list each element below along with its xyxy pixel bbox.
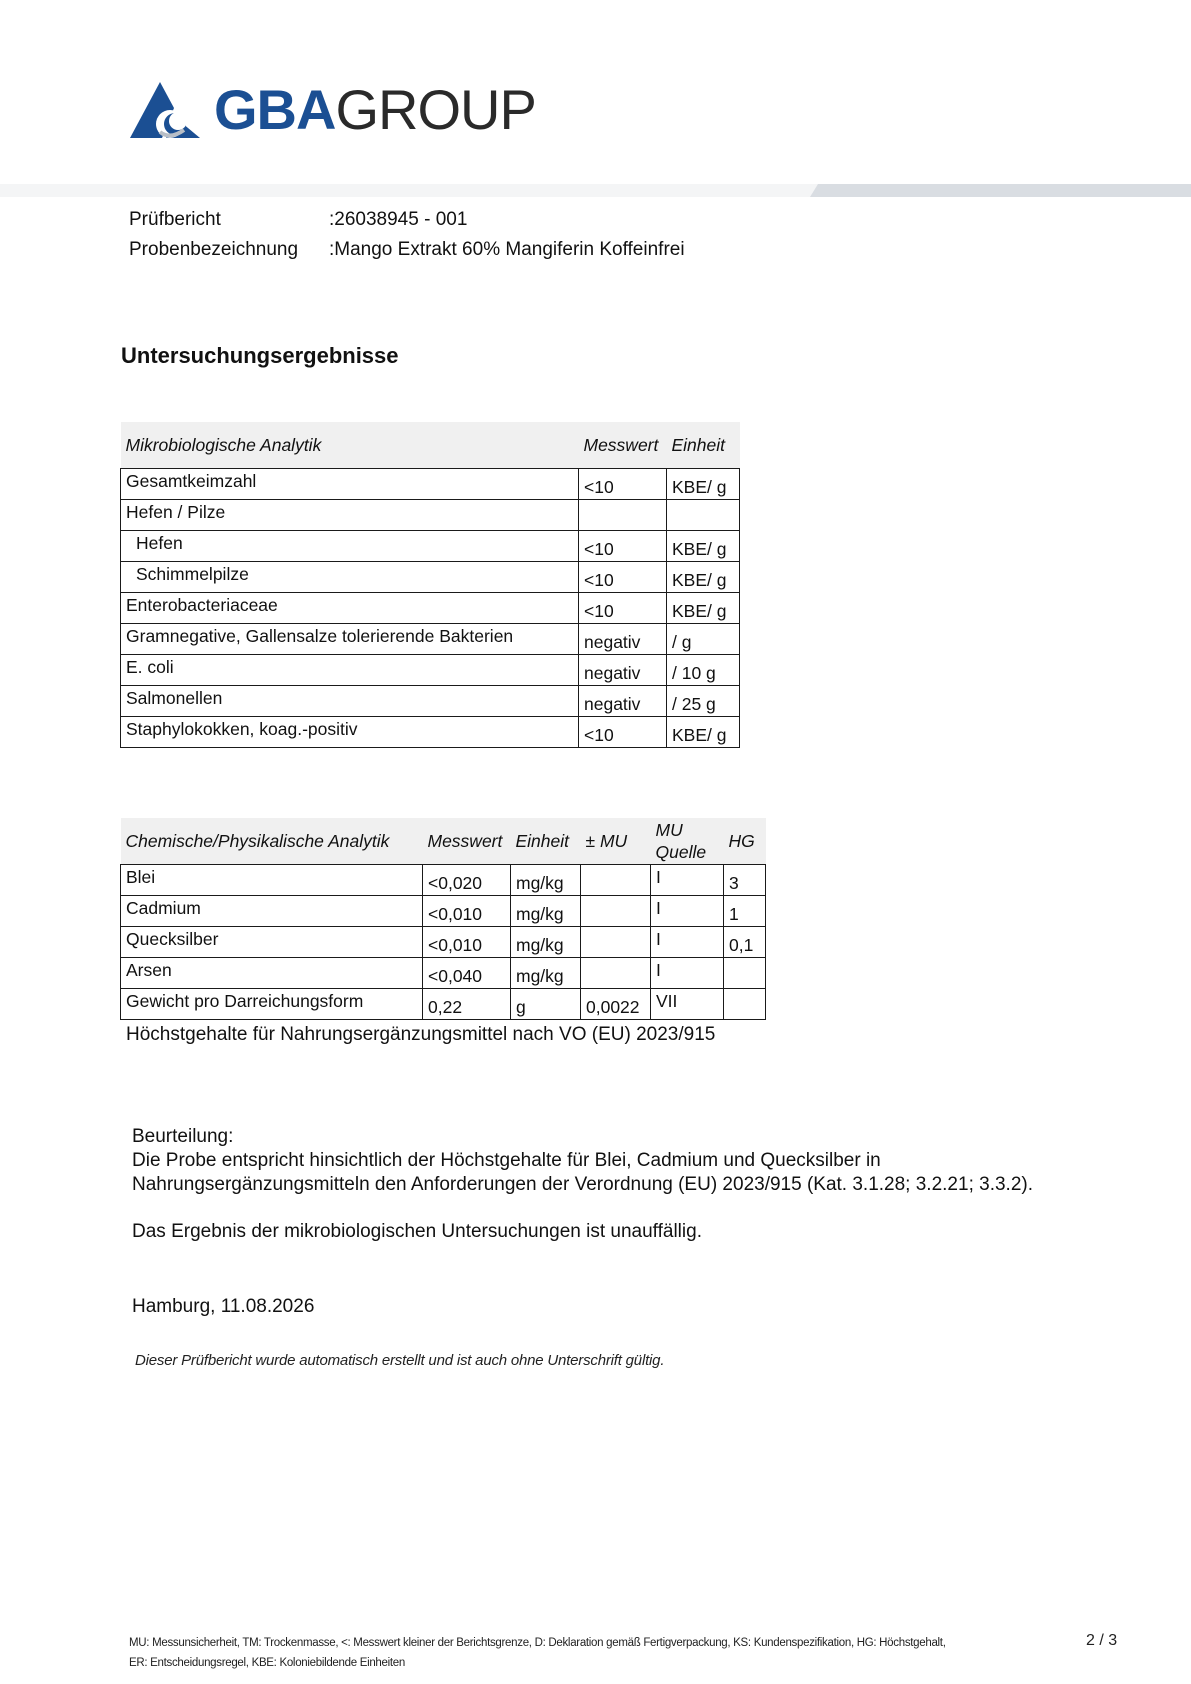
table-row <box>121 686 740 717</box>
analyte-unit: KBE/ g <box>667 562 740 593</box>
analyte-value: <0,020 <box>423 865 511 896</box>
analyte-value: <10 <box>579 531 667 562</box>
report-number: :26038945 - 001 <box>329 209 468 230</box>
analyte-unit: mg/kg <box>511 958 581 989</box>
analyte-name: Blei <box>121 865 423 896</box>
table-row <box>121 896 766 927</box>
table-header-row <box>121 422 740 469</box>
col-header-hg: HG <box>724 818 766 865</box>
analyte-mu-source: I <box>651 896 724 927</box>
sample-name: :Mango Extrakt 60% Mangiferin Koffeinfrei <box>329 239 685 260</box>
analyte-mu-source: I <box>651 865 724 896</box>
analyte-name: Salmonellen <box>121 686 579 717</box>
analyte-value: <0,010 <box>423 896 511 927</box>
col-header-analysis: Mikrobiologische Analytik <box>121 422 579 469</box>
analyte-value: <0,040 <box>423 958 511 989</box>
analyte-hg <box>724 989 766 1020</box>
analyte-name: Gesamtkeimzahl <box>121 469 579 500</box>
analyte-unit: KBE/ g <box>667 717 740 748</box>
analyte-unit: KBE/ g <box>667 531 740 562</box>
logo-wordmark <box>214 78 536 141</box>
table-row <box>121 500 740 531</box>
col-header-value: Messwert <box>579 422 667 469</box>
analyte-hg <box>724 958 766 989</box>
abbreviations-legend <box>129 1633 946 1673</box>
analyte-unit: / 25 g <box>667 686 740 717</box>
assessment-text-line-3: Das Ergebnis der mikrobiologischen Untersuchungen ist unauffällig. <box>132 1221 702 1242</box>
assessment-text-line-2: Nahrungsergänzungsmitteln den Anforderungen der Verordnung (EU) 2023/915 (Kat. 3.1.28; 3.2.21; 3.3.2). <box>132 1174 1033 1195</box>
section-title: Untersuchungsergebnisse <box>121 343 399 368</box>
analyte-name: E. coli <box>121 655 579 686</box>
analyte-mu <box>581 927 651 958</box>
col-header-unit: Einheit <box>511 818 581 865</box>
analyte-hg: 3 <box>724 865 766 896</box>
assessment-title: Beurteilung: <box>132 1126 234 1147</box>
analyte-mu <box>581 896 651 927</box>
logo-brand-bold: GBA <box>214 78 336 141</box>
analyte-name: Enterobacteriaceae <box>121 593 579 624</box>
analyte-value: negativ <box>579 655 667 686</box>
col-header-mu-source: MU Quelle <box>651 818 724 865</box>
analyte-name: Gramnegative, Gallensalze tolerierende Bakterien <box>121 624 579 655</box>
analyte-value: <10 <box>579 717 667 748</box>
col-header-analysis: Chemische/Physikalische Analytik <box>121 818 423 865</box>
analyte-name: Staphylokokken, koag.-positiv <box>121 717 579 748</box>
analyte-unit: KBE/ g <box>667 593 740 624</box>
analyte-value <box>579 500 667 531</box>
analyte-value: negativ <box>579 686 667 717</box>
table-row <box>121 469 740 500</box>
gba-group-logo <box>130 78 536 142</box>
analyte-name: Cadmium <box>121 896 423 927</box>
analyte-value: <10 <box>579 562 667 593</box>
table-row <box>121 655 740 686</box>
analyte-value: negativ <box>579 624 667 655</box>
analyte-unit: KBE/ g <box>667 469 740 500</box>
header-band <box>0 184 1191 197</box>
analyte-mu-source: VII <box>651 989 724 1020</box>
micro-results-table <box>120 422 740 748</box>
table-row <box>121 562 740 593</box>
analyte-unit: g <box>511 989 581 1020</box>
analyte-unit: mg/kg <box>511 896 581 927</box>
analyte-value: <10 <box>579 593 667 624</box>
table-row <box>121 927 766 958</box>
analyte-mu <box>581 865 651 896</box>
analyte-name: Schimmelpilze <box>121 562 579 593</box>
report-label: Prüfbericht <box>129 209 221 230</box>
analyte-unit <box>667 500 740 531</box>
analyte-hg: 1 <box>724 896 766 927</box>
col-header-unit: Einheit <box>667 422 740 469</box>
analyte-value: <10 <box>579 469 667 500</box>
table-row <box>121 865 766 896</box>
logo-brand-light: GROUP <box>335 78 536 141</box>
analyte-name: Hefen / Pilze <box>121 500 579 531</box>
analyte-unit: mg/kg <box>511 865 581 896</box>
page-number: 2 / 3 <box>1086 1632 1118 1649</box>
auto-generated-note: Dieser Prüfbericht wurde automatisch erstellt und ist auch ohne Unterschrift gültig. <box>135 1352 665 1369</box>
analyte-mu-source: I <box>651 927 724 958</box>
legend-line-1: MU: Messunsicherheit, TM: Trockenmasse, <: Messwert kleiner der Berichtsgrenze, D: Deklaration gemäß Fertigverpackung, KS: Kundenspezifikation, HG: Höchstgehalt, <box>129 1637 946 1649</box>
table-row <box>121 958 766 989</box>
analyte-unit: / 10 g <box>667 655 740 686</box>
analyte-value: 0,22 <box>423 989 511 1020</box>
analyte-name: Quecksilber <box>121 927 423 958</box>
table-header-row <box>121 818 766 865</box>
place-date: Hamburg, 11.08.2026 <box>132 1296 315 1317</box>
analyte-mu <box>581 958 651 989</box>
analyte-unit: / g <box>667 624 740 655</box>
analyte-hg: 0,1 <box>724 927 766 958</box>
analyte-name: Hefen <box>121 531 579 562</box>
table-row <box>121 531 740 562</box>
legend-line-2: ER: Entscheidungsregel, KBE: Koloniebildende Einheiten <box>129 1657 405 1669</box>
table-row <box>121 717 740 748</box>
analyte-unit: mg/kg <box>511 927 581 958</box>
analyte-name: Arsen <box>121 958 423 989</box>
analyte-value: <0,010 <box>423 927 511 958</box>
assessment-text-line-1: Die Probe entspricht hinsichtlich der Höchstgehalte für Blei, Cadmium und Quecksilber in <box>132 1150 881 1171</box>
col-header-value: Messwert <box>423 818 511 865</box>
chem-results-table <box>120 818 766 1020</box>
sample-label: Probenbezeichnung <box>129 239 299 260</box>
col-header-mu: ± MU <box>581 818 651 865</box>
analyte-mu-source: I <box>651 958 724 989</box>
limits-note: Höchstgehalte für Nahrungsergänzungsmittel nach VO (EU) 2023/915 <box>126 1024 716 1045</box>
analyte-name: Gewicht pro Darreichungsform <box>121 989 423 1020</box>
analyte-mu: 0,0022 <box>581 989 651 1020</box>
table-row <box>121 624 740 655</box>
table-row <box>121 593 740 624</box>
table-row <box>121 989 766 1020</box>
gba-logo-mark-icon <box>130 80 200 140</box>
